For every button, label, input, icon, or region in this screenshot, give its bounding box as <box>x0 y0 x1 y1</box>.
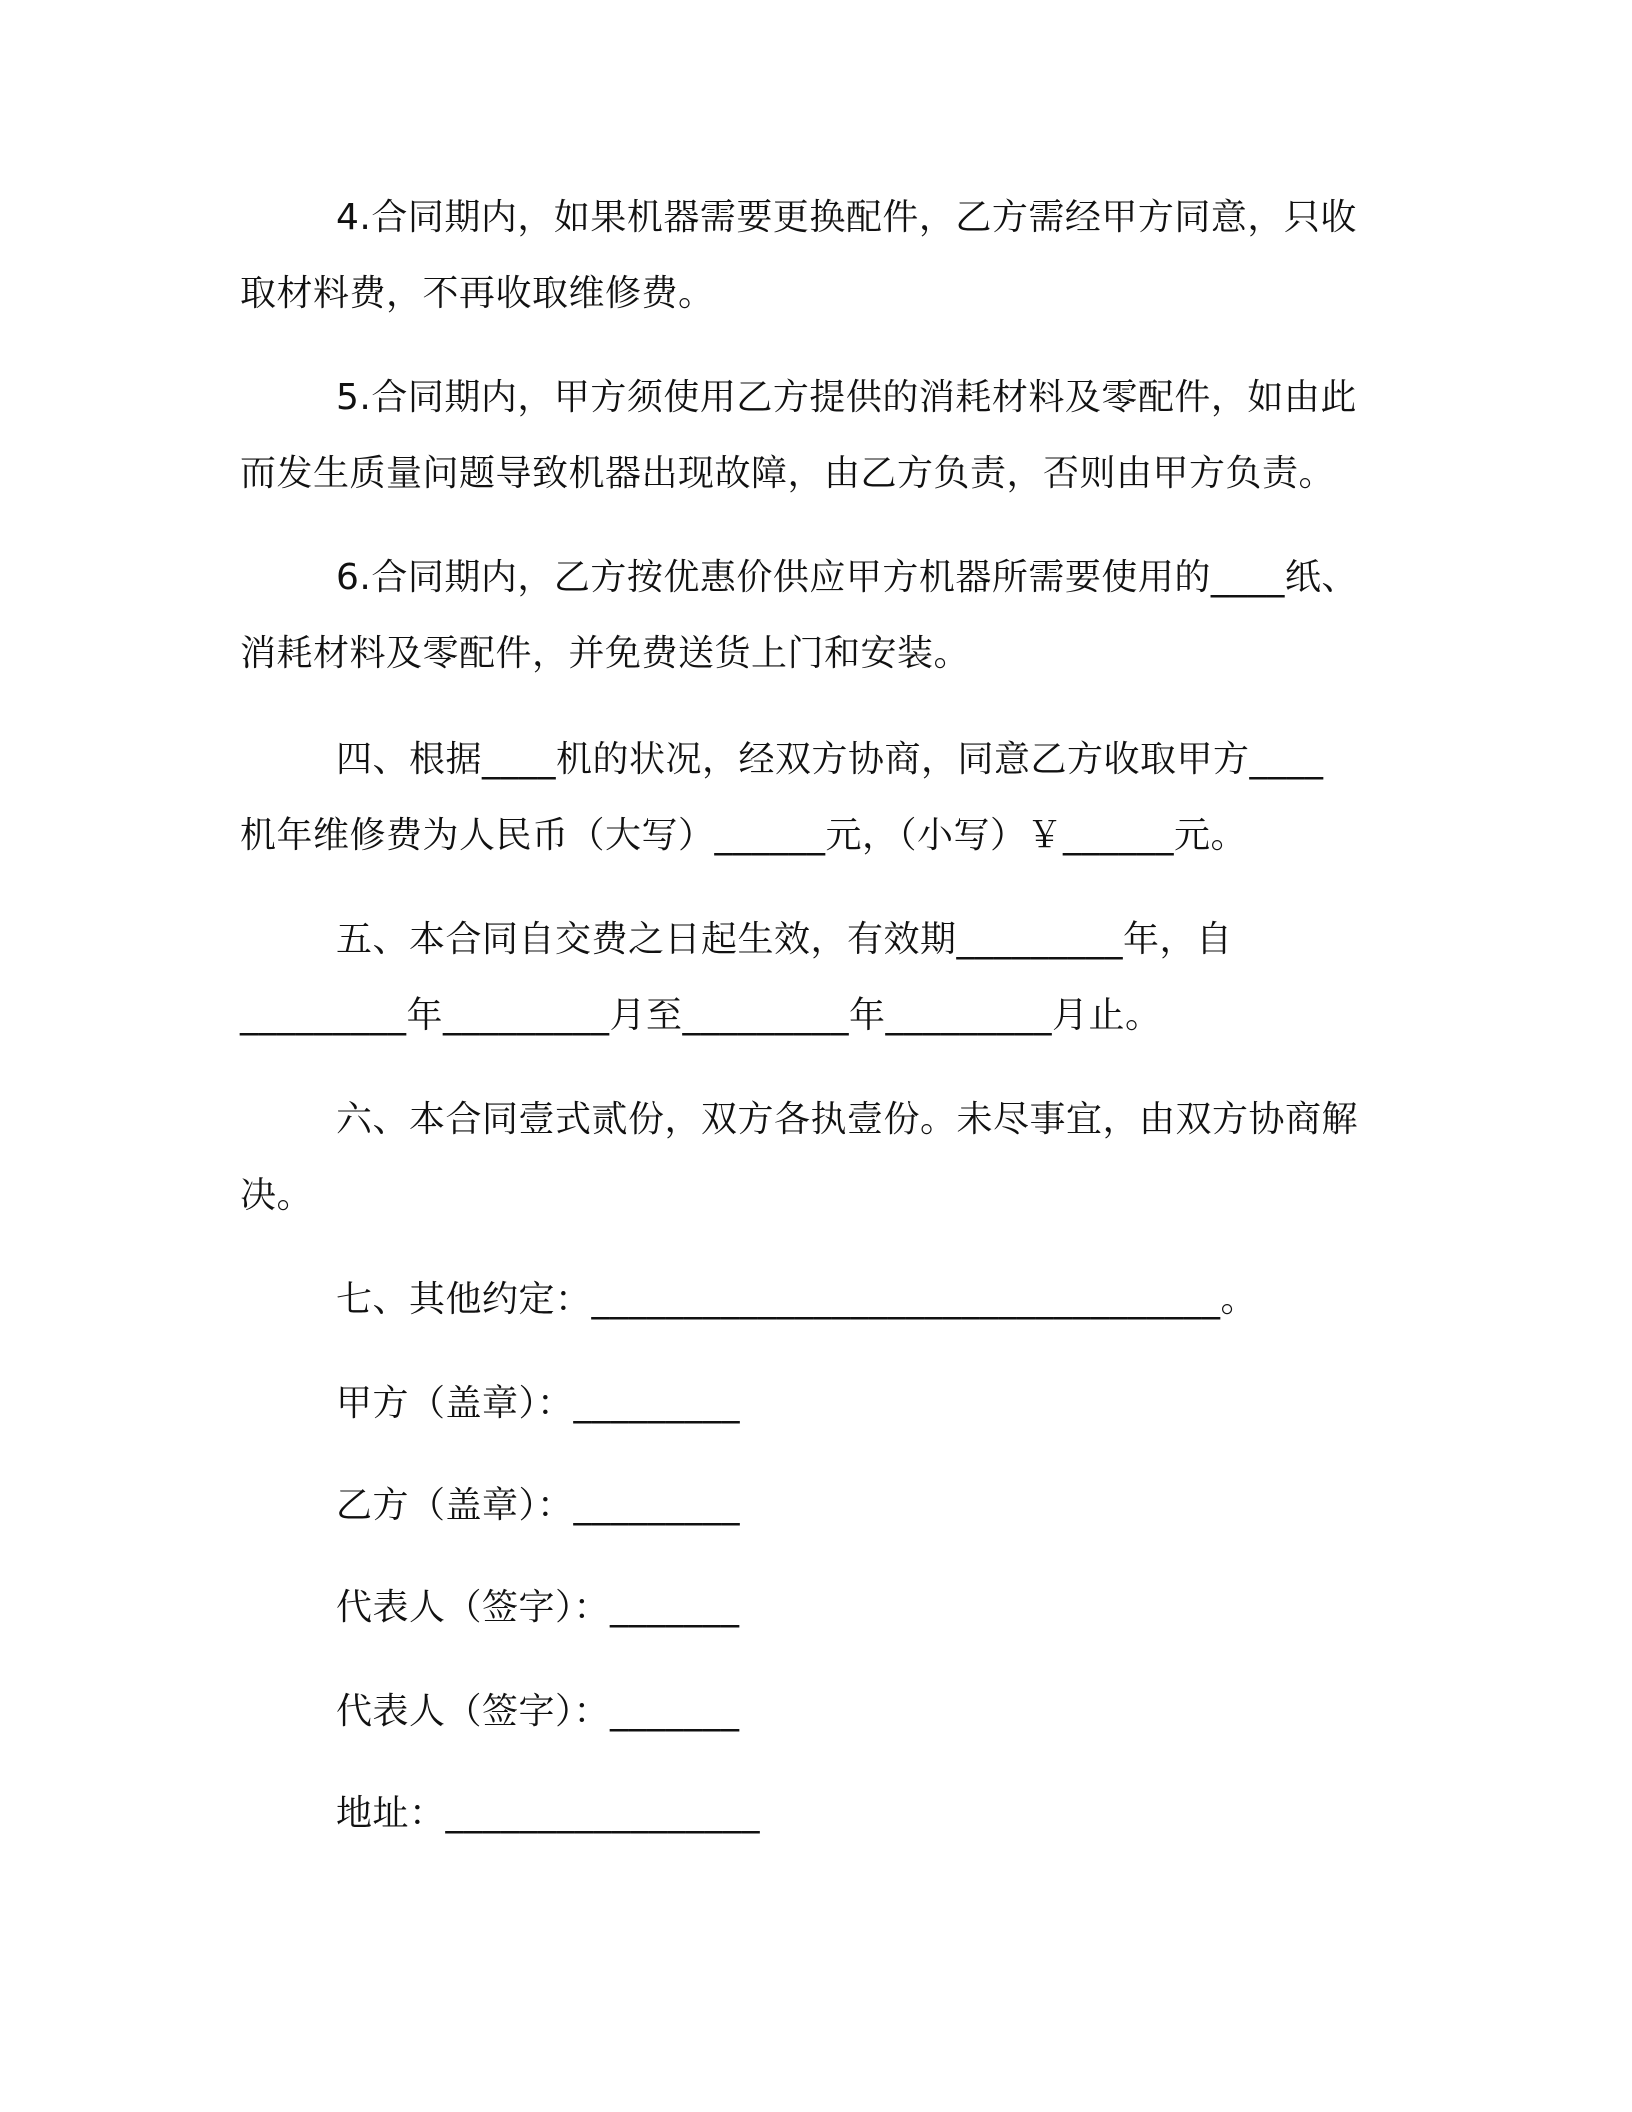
clause-4-line-2: 取材料费，不再收取维修费。 <box>240 273 715 314</box>
address-line: 地址：_________________ <box>336 1793 761 1834</box>
clause-6-line-2: 消耗材料及零配件，并免费送货上门和安装。 <box>240 633 971 674</box>
section-5-line-1: 五、本合同自交费之日起生效，有效期_________年，自 <box>336 919 1233 960</box>
clause-6-line-1: 6.合同期内，乙方按优惠价供应甲方机器所需要使用的____纸、 <box>336 557 1358 598</box>
section-6-line-2: 决。 <box>240 1175 314 1216</box>
party-b-seal-line: 乙方（盖章）：_________ <box>336 1485 741 1526</box>
clause-4-line-1: 4.合同期内，如果机器需要更换配件，乙方需经甲方同意，只收 <box>336 197 1357 238</box>
clause-5-line-1: 5.合同期内，甲方须使用乙方提供的消耗材料及零配件，如由此 <box>336 377 1357 418</box>
section-4-line-1: 四、根据____机的状况，经双方协商，同意乙方收取甲方____ <box>336 739 1324 780</box>
clause-5-line-2: 而发生质量问题导致机器出现故障，由乙方负责，否则由甲方负责。 <box>240 453 1336 494</box>
other-agreement-line: 七、其他约定：__________________________________。 <box>336 1279 1258 1320</box>
party-a-seal-line: 甲方（盖章）：_________ <box>336 1383 741 1424</box>
representative-signature-line-1: 代表人（签字）：_______ <box>336 1587 740 1628</box>
section-5-line-2: _________年_________月至_________年_________月止。 <box>240 995 1162 1036</box>
section-4-line-2: 机年维修费为人民币（大写）______元，（小写）￥______元。 <box>240 815 1248 856</box>
representative-signature-line-2: 代表人（签字）：_______ <box>336 1691 740 1732</box>
section-6-line-1: 六、本合同壹式贰份，双方各执壹份。未尽事宜，由双方协商解 <box>336 1099 1359 1140</box>
